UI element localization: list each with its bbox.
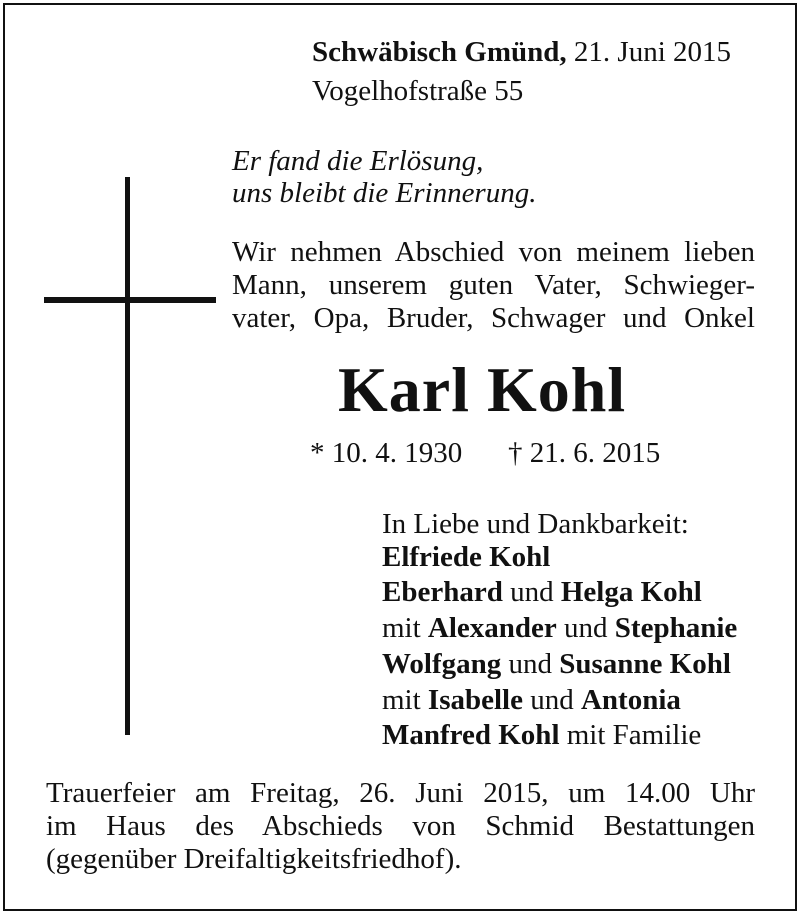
header-date: 21. Juni 2015 [573,36,731,68]
mourner-line-6 [382,719,701,751]
mourner-connector: und [502,576,561,608]
mourner-name: Eberhard [382,576,503,608]
quote-line-2: uns bleibt die Erinnerung. [232,177,537,209]
cross-horizontal-bar [44,297,216,303]
header-place-date [312,36,731,68]
cross-vertical-bar [125,177,130,735]
mourner-name: Wolfgang [382,648,502,680]
header-address: Vogelhofstraße 55 [312,75,524,107]
deceased-name: Karl Kohl [338,354,627,425]
header-place: Schwäbisch Gmünd, [312,36,567,68]
mourner-name: Manfred Kohl [382,719,560,751]
quote-line-1: Er fand die Erlösung, [232,145,484,177]
mourner-connector: mit Familie [559,719,702,751]
mourner-name: Susanne Kohl [559,648,731,680]
death-date: † 21. 6. 2015 [508,437,661,469]
mourner-name: Stephanie [614,612,738,644]
mourner-line-4 [382,648,731,680]
mourner-line-1: Elfriede Kohl [382,541,551,573]
mourner-name: Isabelle [427,684,523,716]
mourner-name: Antonia [580,684,681,716]
intro-line-2: Mann, unserem guten Vater, Schwieger- [232,269,755,301]
birth-date: * 10. 4. 1930 [310,437,463,469]
mourner-connector: mit [382,684,428,716]
mourner-connector: mit [382,612,428,644]
service-line-3: (gegenüber Dreifaltigkeitsfriedhof). [46,843,462,875]
mourner-name: Helga Kohl [560,576,702,608]
service-line-1: Trauerfeier am Freitag, 26. Juni 2015, um 14.00 Uhr [46,777,755,809]
mourner-line-3 [382,612,737,644]
mourner-connector: und [556,612,615,644]
intro-line-1: Wir nehmen Abschied von meinem lieben [232,236,755,268]
mourner-line-2 [382,576,702,608]
mourner-connector: und [501,648,560,680]
mourners-heading: In Liebe und Dankbarkeit: [382,508,689,540]
service-line-2: im Haus des Abschieds von Schmid Bestattungen [46,810,755,842]
intro-line-3: vater, Opa, Bruder, Schwager und Onkel [232,302,755,334]
mourner-name: Alexander [427,612,557,644]
mourner-line-5 [382,684,681,716]
mourner-connector: und [522,684,581,716]
